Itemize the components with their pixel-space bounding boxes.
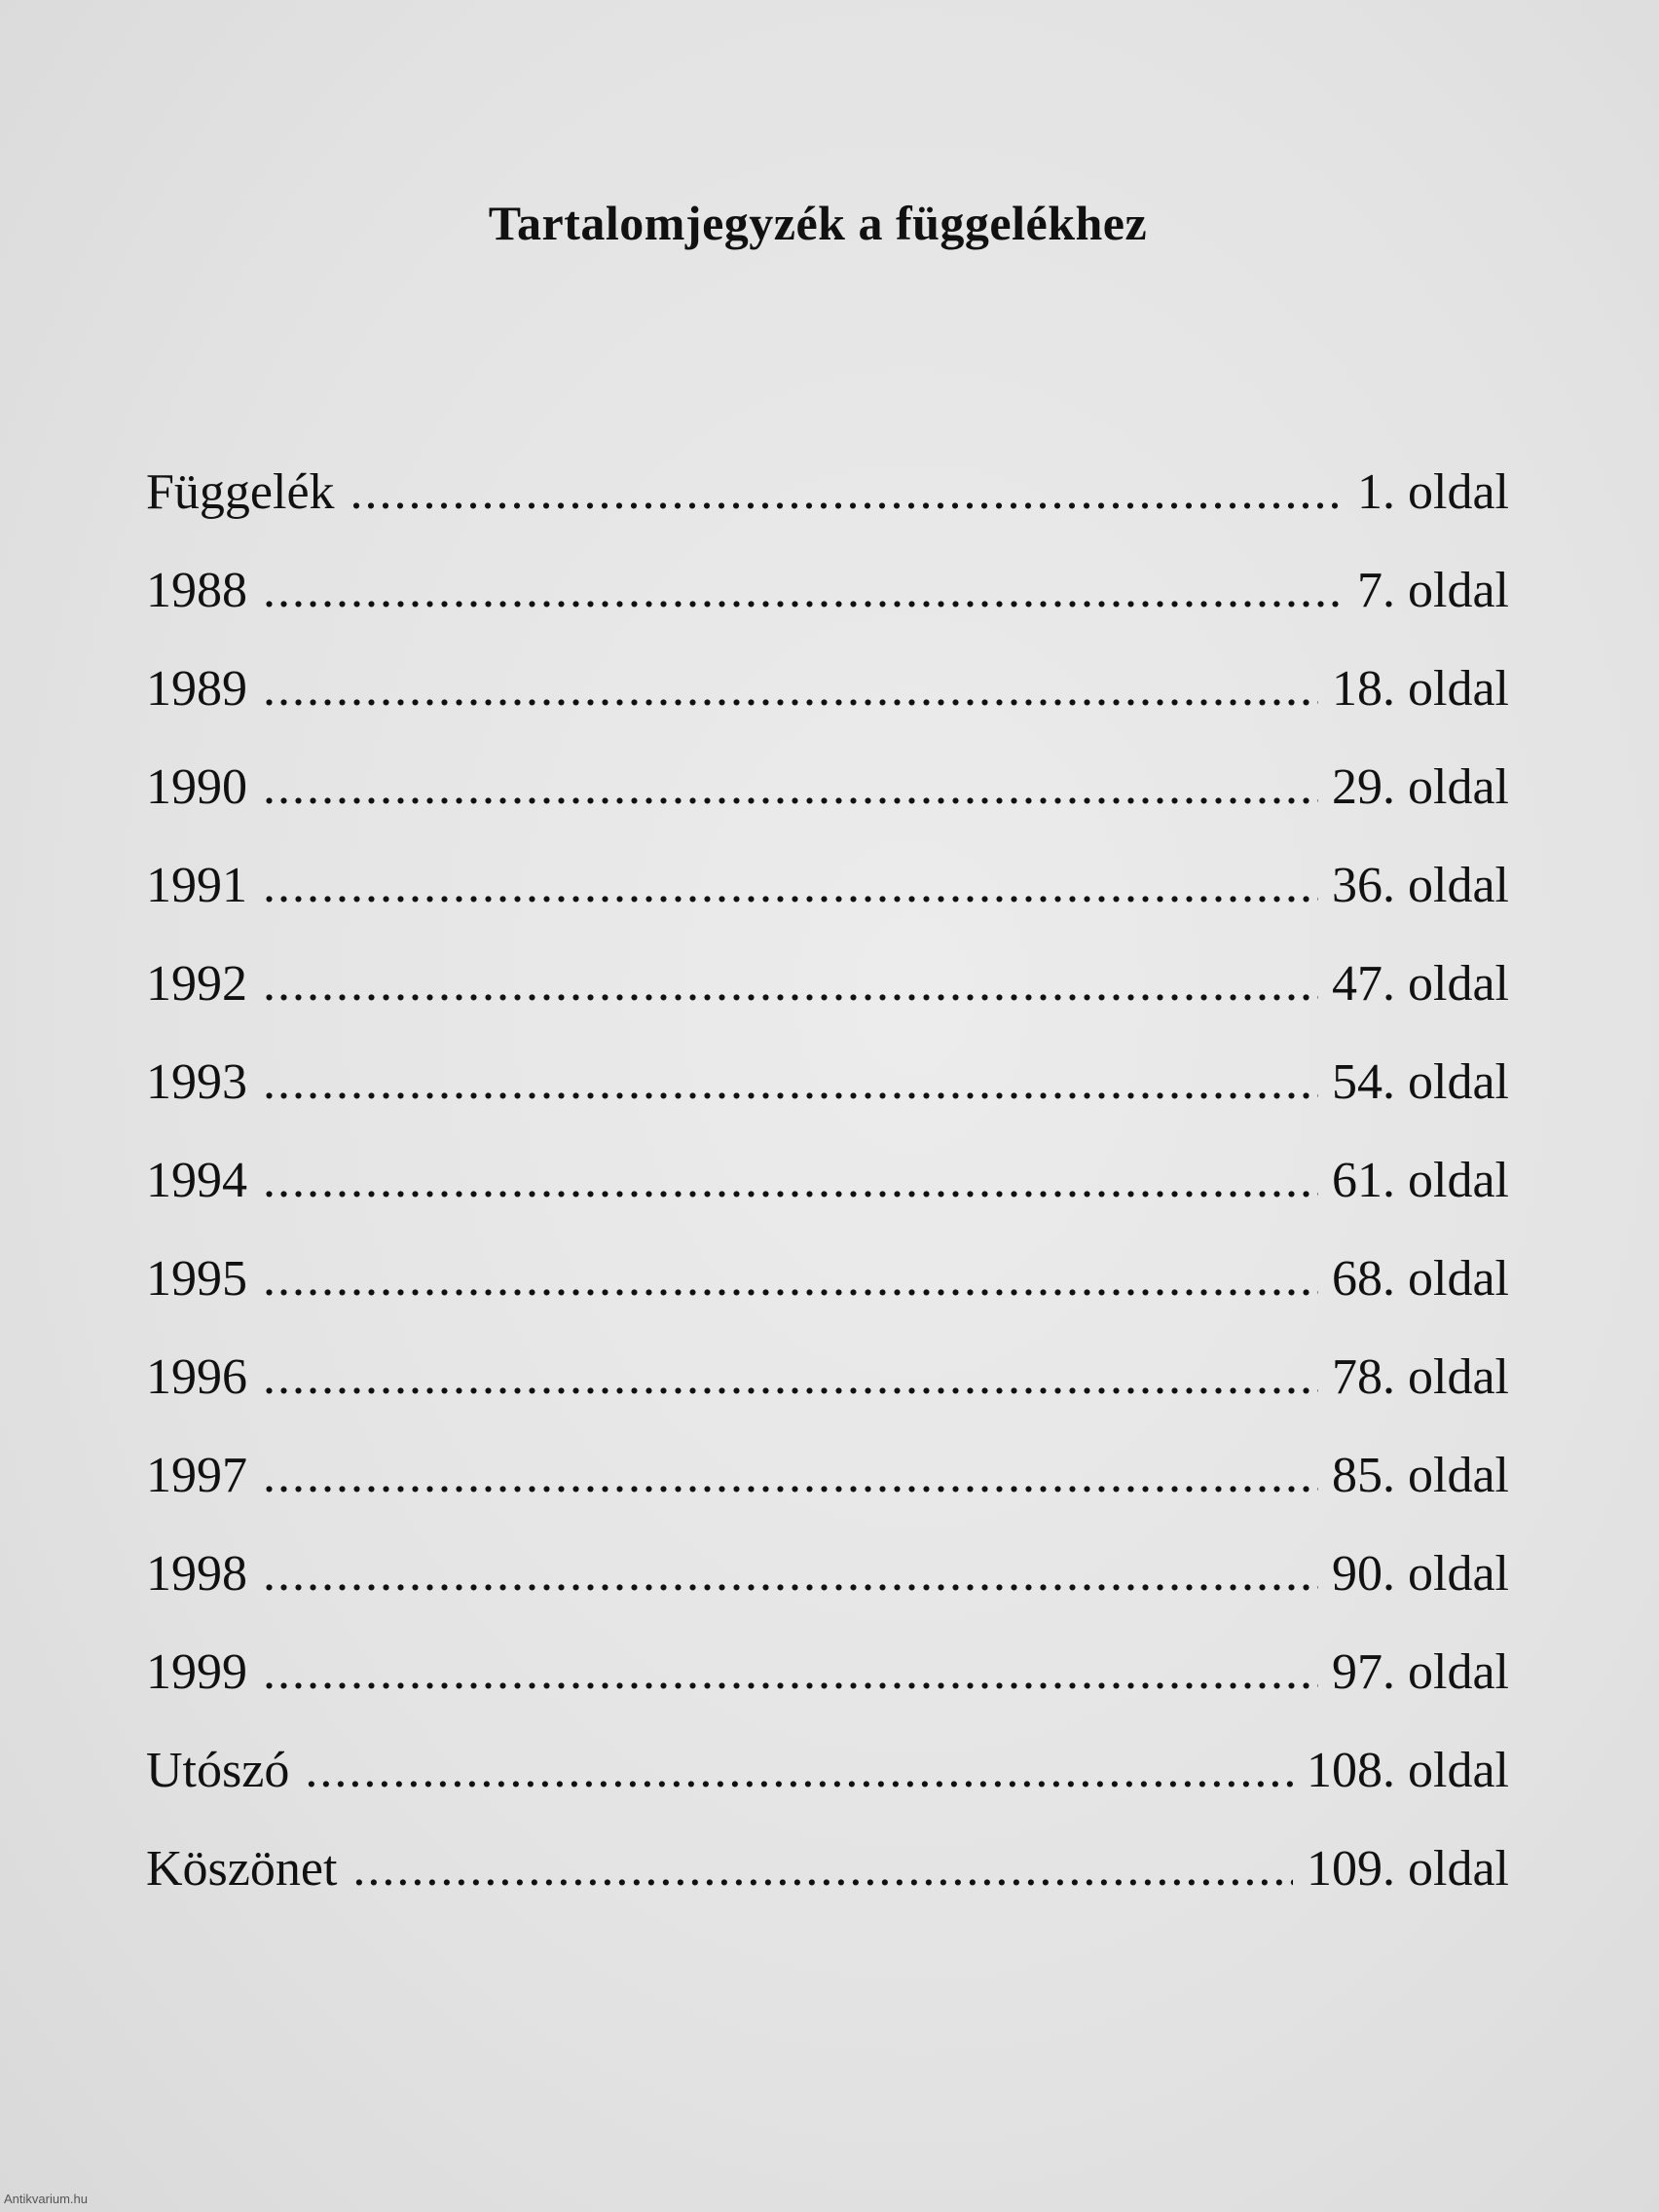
toc-entry-label: 1990: [146, 759, 247, 815]
dot-leader: [263, 1426, 1318, 1525]
dot-leader: [263, 1328, 1318, 1426]
toc-entry-label: 1996: [146, 1349, 247, 1405]
dot-leader: [263, 935, 1318, 1033]
toc-entry-label: 1989: [146, 661, 247, 717]
toc-entry-label: Utószó: [146, 1743, 290, 1798]
toc-entry-page: 18. oldal: [1332, 661, 1509, 717]
toc-entry: [146, 443, 1509, 541]
toc-entry: [146, 1230, 1509, 1328]
toc-entry-page: 29. oldal: [1332, 759, 1509, 815]
toc-entry-label: Köszönet: [146, 1841, 338, 1897]
toc-entry-page: 78. oldal: [1332, 1349, 1509, 1405]
toc-entry-label: 1999: [146, 1644, 247, 1700]
table-of-contents: [146, 443, 1509, 1918]
dot-leader: [263, 738, 1318, 836]
toc-entry-page: 109. oldal: [1307, 1841, 1509, 1897]
toc-entry-page: 1. oldal: [1357, 464, 1509, 520]
toc-entry-label: 1988: [146, 563, 247, 618]
toc-entry: [146, 640, 1509, 738]
toc-entry-page: 85. oldal: [1332, 1448, 1509, 1503]
toc-entry-page: 108. oldal: [1307, 1743, 1509, 1798]
toc-entry-page: 61. oldal: [1332, 1153, 1509, 1208]
dot-leader: [263, 1230, 1318, 1328]
toc-entry-label: 1991: [146, 858, 247, 913]
toc-entry: [146, 1131, 1509, 1230]
toc-entry: [146, 738, 1509, 836]
toc-entry-page: 68. oldal: [1332, 1251, 1509, 1307]
toc-entry-page: 47. oldal: [1332, 956, 1509, 1012]
dot-leader: [263, 836, 1318, 935]
dot-leader: [263, 1525, 1318, 1623]
dot-leader: [352, 1820, 1293, 1918]
toc-entry-label: 1993: [146, 1054, 247, 1110]
toc-entry-page: 7. oldal: [1357, 563, 1509, 618]
toc-entry: [146, 1033, 1509, 1131]
dot-leader: [263, 1131, 1318, 1230]
toc-entry: [146, 1623, 1509, 1721]
toc-entry: [146, 1820, 1509, 1918]
page-title: Tartalomjegyzék a függelékhez: [488, 196, 1148, 250]
dot-leader: [263, 1623, 1318, 1721]
toc-entry-page: 90. oldal: [1332, 1546, 1509, 1602]
toc-entry-label: 1992: [146, 956, 247, 1012]
toc-entry: [146, 836, 1509, 935]
toc-entry-page: 54. oldal: [1332, 1054, 1509, 1110]
toc-entry-label: 1995: [146, 1251, 247, 1307]
toc-entry: [146, 1328, 1509, 1426]
toc-entry-label: 1994: [146, 1153, 247, 1208]
toc-entry-label: 1997: [146, 1448, 247, 1503]
dot-leader: [263, 1033, 1318, 1131]
toc-entry-label: 1998: [146, 1546, 247, 1602]
dot-leader: [263, 541, 1344, 640]
toc-entry: [146, 541, 1509, 640]
dot-leader: [263, 640, 1318, 738]
toc-entry: [146, 1426, 1509, 1525]
toc-entry-label: Függelék: [146, 464, 335, 520]
dot-leader: [350, 443, 1344, 541]
toc-entry: [146, 935, 1509, 1033]
toc-entry: [146, 1525, 1509, 1623]
toc-entry-page: 97. oldal: [1332, 1644, 1509, 1700]
toc-entry: [146, 1721, 1509, 1820]
dot-leader: [305, 1721, 1293, 1820]
toc-entry-page: 36. oldal: [1332, 858, 1509, 913]
watermark: Antikvarium.hu: [4, 2192, 88, 2206]
